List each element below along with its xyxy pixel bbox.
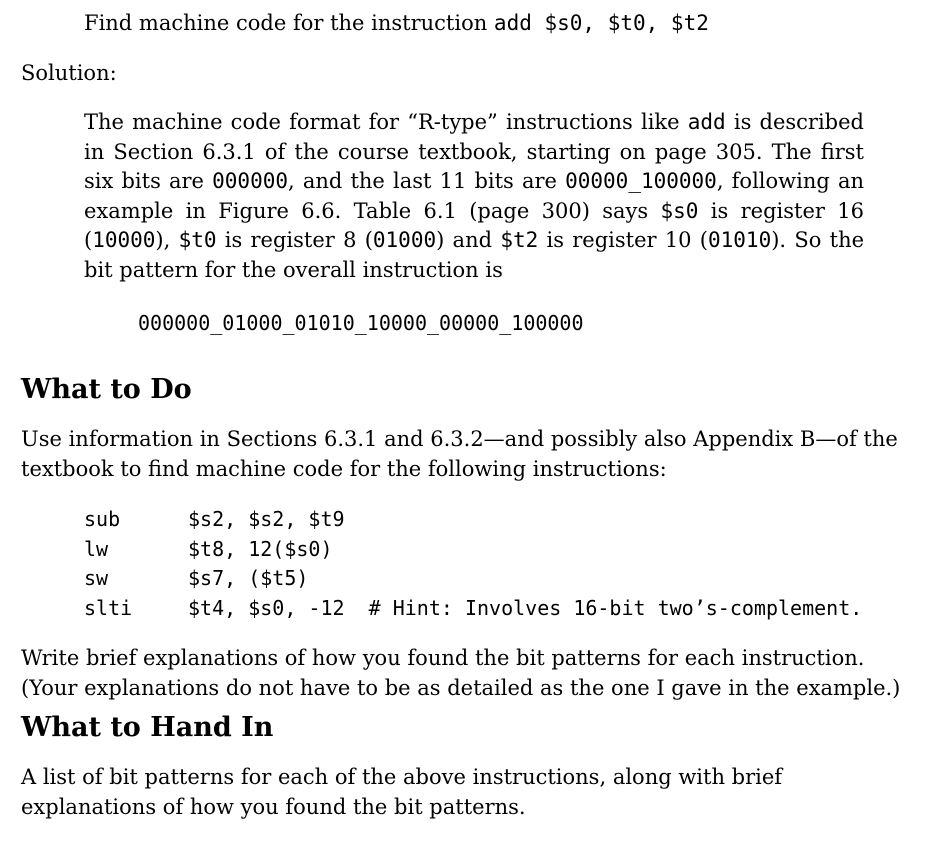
solution-text: is register 8 (	[216, 228, 373, 252]
solution-text: is register 16 (	[84, 198, 864, 252]
inline-code: add	[687, 110, 726, 134]
inline-code: $s0	[660, 198, 699, 223]
inline-code: 000000	[212, 169, 288, 193]
instruction-operands: $t8, 12($s0)	[188, 536, 333, 561]
what-to-do-intro: Use information in Sections 6.3.1 and 6.3.2—and possibly also Appendix B—of the textbook to find machine code for the following instructions:	[21, 427, 898, 481]
inline-code: 00000_100000	[565, 169, 717, 193]
inline-code: $t2	[500, 228, 539, 252]
inline-code: 01000	[372, 228, 437, 252]
instruction-row	[84, 564, 862, 594]
instruction-opcode: slti	[84, 595, 133, 620]
solution-label: Solution:	[21, 61, 117, 85]
solution-text: is described in Section 6.3.1 of the course textbook, starting on page 305. The first six bits are	[84, 110, 864, 193]
inline-code: 01010	[708, 228, 772, 252]
what-to-hand-in-heading: What to Hand In	[21, 712, 274, 743]
solution-paragraph	[84, 108, 864, 285]
instruction-operands: $s2, $s2, $t9	[188, 507, 345, 531]
instruction-row	[84, 505, 862, 535]
instruction-operands: $s7, ($t5)	[188, 566, 309, 590]
instruction-opcode: sw	[84, 566, 109, 590]
solution-text: , following an example in Figure 6.6. Table 6.1 (page 300) says	[84, 169, 864, 223]
solution-text: ),	[155, 228, 179, 252]
instruction-opcode: lw	[84, 536, 109, 561]
problem-instruction: add $s0, $t0, $t2	[493, 11, 709, 35]
explanation-instructions: Write brief explanations of how you found the bit patterns for each instruction. (Your explanations do not have to be as detailed as the one I gave in the example.)	[21, 646, 901, 700]
problem-statement	[84, 8, 709, 38]
solution-text: ) and	[436, 228, 501, 252]
solution-text: ). So the bit pattern for the overall instruction is	[84, 228, 865, 282]
instruction-list	[84, 505, 862, 623]
hand-in-text: A list of bit patterns for each of the above instructions, along with brief explanations of how you found the bit patterns.	[21, 765, 783, 819]
inline-code: $t0	[178, 228, 217, 252]
bit-pattern: 000000_01000_01010_10000_00000_100000	[138, 311, 584, 335]
solution-text: is register 10 (	[538, 228, 708, 252]
instruction-opcode: sub	[84, 507, 121, 531]
instruction-row	[84, 594, 862, 624]
what-to-do-heading: What to Do	[21, 374, 192, 405]
solution-text: , and the last 11 bits are	[288, 169, 566, 193]
instruction-operands: $t4, $s0, -12 # Hint: Involves 16-bit two’s-complement.	[188, 595, 863, 620]
solution-explanation	[84, 108, 864, 285]
inline-code: 10000	[92, 228, 156, 252]
solution-text: The machine code format for “R-type” instructions like	[84, 110, 688, 134]
problem-prefix: Find machine code for the instruction	[84, 11, 494, 35]
instruction-row	[84, 535, 862, 565]
